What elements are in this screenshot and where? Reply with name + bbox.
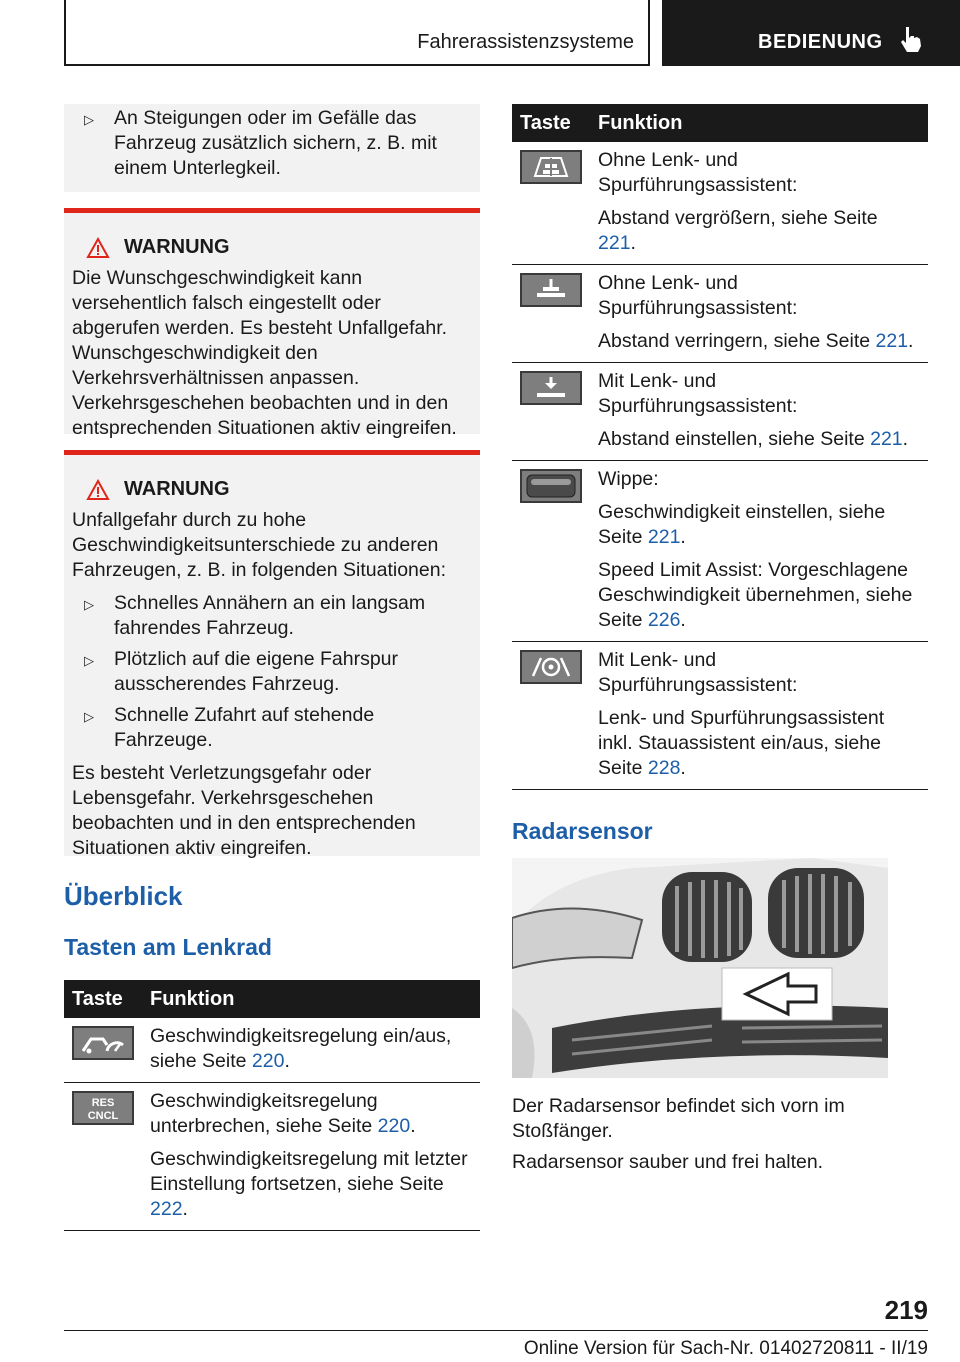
- intro-bullet-text: An Steigungen oder im Gefälle das Fahrzeug zusätzlich sichern, z. B. mit einem Unterlegkeil.: [114, 107, 437, 179]
- table-header-taste: Taste: [64, 980, 142, 1018]
- key-cell: [512, 265, 590, 363]
- function-text: Geschwindigkeitsregelung mit letzter Einstellung fortsetzen, siehe Seite 222.: [150, 1148, 468, 1220]
- bullet-triangle-icon: ▷: [84, 709, 94, 724]
- table-row: [64, 1083, 480, 1231]
- function-text: Mit Lenk- und Spurführungsassistent:: [598, 370, 798, 417]
- page-number: 219: [884, 1295, 928, 1325]
- function-text: Mit Lenk- und Spurführungsassistent:: [598, 649, 798, 696]
- function-text: Geschwindigkeit einstellen, siehe Seite 221.: [598, 501, 886, 548]
- function-text: Speed Limit Assist: Vorgeschlagene Geschwindigkeit übernehmen, siehe Seite 226.: [598, 559, 913, 631]
- table-row: [512, 461, 928, 642]
- function-text: Lenk- und Spurführungsassistent inkl. Stauassistent ein/aus, siehe Seite 228.: [598, 707, 885, 779]
- function-cell: [590, 142, 928, 265]
- table-header-funktion: Funktion: [142, 980, 480, 1018]
- steering-assist-icon: [520, 650, 582, 684]
- table-row: [512, 265, 928, 363]
- function-cell: [590, 363, 928, 461]
- key-cell: [512, 363, 590, 461]
- page-reference-link[interactable]: 220: [377, 1115, 411, 1137]
- list-item: [72, 104, 472, 181]
- function-text: Geschwindigkeitsregelung ein/aus, siehe Seite 220.: [150, 1025, 452, 1072]
- radar-paragraph: Der Radarsensor befindet sich vorn im Stoßfänger.: [512, 1095, 845, 1142]
- header-section-title: Fahrerassistenzsysteme: [417, 31, 634, 53]
- key-cell: [512, 642, 590, 790]
- bullet-triangle-icon: ▷: [84, 112, 94, 127]
- warning-bullet-list: [72, 591, 472, 753]
- radar-paragraphs: [512, 1094, 928, 1175]
- bullet-text: Schnelles Annähern an ein langsam fahrendes Fahrzeug.: [114, 592, 426, 639]
- warning-box-1: [64, 208, 480, 439]
- bullet-triangle-icon: ▷: [84, 597, 94, 612]
- bullet-text: Plötzlich auf die eigene Fahrspur ausscherendes Fahrzeug.: [114, 648, 398, 695]
- table-row: [512, 363, 928, 461]
- function-cell: [590, 265, 928, 363]
- svg-text:RES: RES: [91, 1097, 115, 1109]
- function-text: Abstand verringern, siehe Seite 221.: [598, 330, 914, 352]
- steering-buttons-table-right: [512, 104, 928, 790]
- header-section-box: [64, 0, 650, 66]
- header-chapter-box: [662, 0, 960, 66]
- table-row: [512, 142, 928, 265]
- page-reference-link[interactable]: 228: [647, 757, 681, 779]
- page-reference-link[interactable]: 221: [598, 232, 631, 254]
- function-cell: [142, 1083, 480, 1231]
- function-text: Ohne Lenk- und Spurführungsassistent:: [598, 272, 798, 319]
- page-reference-link[interactable]: 221: [647, 526, 681, 548]
- key-cell: [512, 461, 590, 642]
- list-item: [72, 647, 472, 697]
- subsection-heading: Tasten am Lenkrad: [64, 934, 272, 960]
- function-cell: [142, 1018, 480, 1083]
- key-cell: [64, 1018, 142, 1083]
- warning-text-1: Die Wunschgeschwindigkeit kann versehentlich falsch eingestellt oder abgerufen werden. Es besteht Unfallgefahr. Wunschgeschwindigkeit den Verkehrsverhältnissen anpassen. Verkehrsgeschehen beobachten und in den entsprechenden Situationen aktiv eingreifen.: [72, 267, 457, 439]
- svg-text:CNCL: CNCL: [87, 1110, 119, 1122]
- rocker-switch-icon: [520, 469, 582, 503]
- steering-buttons-table-left: [64, 980, 480, 1231]
- table-row: [512, 642, 928, 790]
- page-reference-link[interactable]: 221: [875, 330, 909, 352]
- page-reference-link[interactable]: 221: [870, 428, 903, 450]
- warning-icon: [86, 479, 110, 501]
- function-cell: [590, 642, 928, 790]
- pointing-hand-icon: [896, 24, 926, 54]
- list-item: [72, 591, 472, 641]
- bullet-triangle-icon: ▷: [84, 653, 94, 668]
- function-cell: [590, 461, 928, 642]
- table-header-taste: Taste: [512, 104, 590, 142]
- warning-title-text-2: WARNUNG: [124, 478, 230, 500]
- key-cell: [512, 142, 590, 265]
- page-reference-link[interactable]: 222: [150, 1198, 183, 1220]
- section-heading-radarsensor: Radarsensor: [512, 818, 653, 844]
- key-cell: [64, 1083, 142, 1231]
- page-reference-link[interactable]: 226: [647, 609, 681, 631]
- res-cncl-icon: [72, 1091, 134, 1125]
- warning-title-2: [86, 477, 472, 502]
- table-header-funktion: Funktion: [590, 104, 928, 142]
- distance-increase-icon: [520, 150, 582, 184]
- distance-decrease-icon: [520, 273, 582, 307]
- bullet-text: Schnelle Zufahrt auf stehende Fahrzeuge.: [114, 704, 375, 751]
- page-reference-link[interactable]: 220: [251, 1050, 285, 1072]
- warning-title-text-1: WARNUNG: [124, 236, 230, 258]
- header-chapter-title: BEDIENUNG: [758, 31, 883, 53]
- function-text: Wippe:: [598, 468, 659, 490]
- radar-paragraph: Radarsensor sauber und frei halten.: [512, 1151, 824, 1173]
- function-text: Abstand vergrößern, siehe Seite 221.: [598, 207, 878, 254]
- distance-set-icon: [520, 371, 582, 405]
- right-column: [512, 104, 928, 1175]
- speed-control-icon: [72, 1026, 134, 1060]
- radar-sensor-car-front-image: [512, 858, 888, 1078]
- function-text: Geschwindigkeitsregelung unterbrechen, siehe Seite 220.: [150, 1090, 416, 1137]
- table-row: [64, 1018, 480, 1083]
- list-item: [72, 703, 472, 753]
- warning-box-2: [64, 450, 480, 859]
- warning-title-1: [86, 235, 472, 260]
- warning-icon: [86, 237, 110, 259]
- warning-text-2: Unfallgefahr durch zu hohe Geschwindigkeitsunterschiede zu anderen Fahrzeugen, z. B. in folgenden Situationen:: [72, 509, 447, 581]
- section-heading-ueberblick: Überblick: [64, 881, 183, 911]
- footer-divider: [64, 1330, 928, 1331]
- function-text: Abstand einstellen, siehe Seite 221.: [598, 428, 909, 450]
- intro-note: [64, 104, 480, 192]
- left-column: [64, 104, 480, 1231]
- footer-text: Online Version für Sach-Nr. 01402720811 - II/19: [523, 1338, 928, 1359]
- warning-outro: Es besteht Verletzungsgefahr oder Lebensgefahr. Verkehrsgeschehen beobachten und in den entsprechenden Situationen aktiv eingreifen.: [72, 762, 416, 859]
- function-text: Ohne Lenk- und Spurführungsassistent:: [598, 149, 798, 196]
